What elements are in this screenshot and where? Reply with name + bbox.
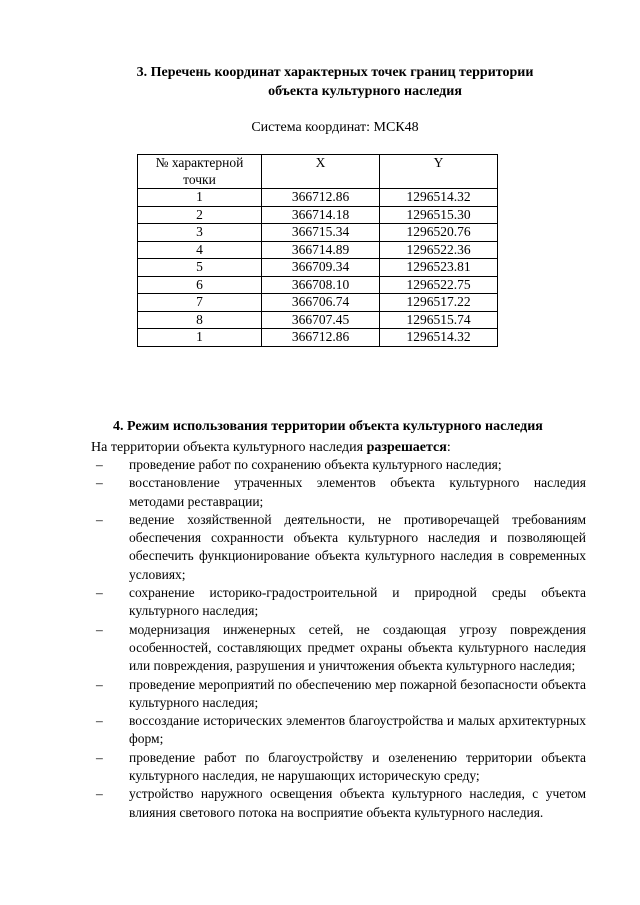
x-cell: 366707.45 xyxy=(262,311,380,329)
dash-bullet: – xyxy=(96,621,103,637)
point-number-cell: 4 xyxy=(138,241,262,259)
y-cell: 1296514.32 xyxy=(380,189,498,207)
dash-bullet: – xyxy=(96,676,103,692)
list-item xyxy=(91,749,586,786)
dash-bullet: – xyxy=(96,786,103,802)
x-cell: 366708.10 xyxy=(262,276,380,294)
y-cell: 1296517.22 xyxy=(380,294,498,312)
list-item xyxy=(91,785,586,822)
y-cell: 1296520.76 xyxy=(380,224,498,242)
dash-bullet: – xyxy=(96,713,103,729)
coordinates-table xyxy=(137,154,498,347)
header-y: Y xyxy=(380,155,498,189)
y-cell: 1296522.36 xyxy=(380,241,498,259)
header-point-number: № характерной точки xyxy=(138,155,262,189)
permitted-intro xyxy=(91,439,451,456)
y-cell: 1296523.81 xyxy=(380,259,498,277)
x-cell: 366714.89 xyxy=(262,241,380,259)
list-item xyxy=(91,621,586,676)
point-number-cell: 3 xyxy=(138,224,262,242)
list-item-text: восстановление утраченных элементов объекта культурного наследия методами реставрации; xyxy=(129,475,586,509)
table-header-row xyxy=(138,155,498,189)
point-number-cell: 1 xyxy=(138,329,262,347)
list-item xyxy=(91,584,586,621)
x-cell: 366715.34 xyxy=(262,224,380,242)
list-item-text: ведение хозяйственной деятельности, не противоречащей требованиям обеспечения сохранности объекта культурного наследия и позволяющей обеспечить функционирование объекта культурного наследия в современных условиях; xyxy=(129,511,586,582)
y-cell: 1296522.75 xyxy=(380,276,498,294)
point-number-cell: 5 xyxy=(138,259,262,277)
table-row xyxy=(138,259,498,277)
x-cell: 366714.18 xyxy=(262,206,380,224)
x-cell: 366712.86 xyxy=(262,329,380,347)
permitted-intro-text: На территории объекта культурного наследия xyxy=(91,440,367,455)
list-item-text: проведение мероприятий по обеспечению мер пожарной безопасности объекта культурного наследия; xyxy=(129,676,586,710)
list-item-text: проведение работ по благоустройству и озеленению территории объекта культурного наследия, не нарушающих историческую среду; xyxy=(129,749,586,784)
list-item-text: проведение работ по сохранению объекта культурного наследия; xyxy=(129,457,502,472)
permitted-keyword: разрешается xyxy=(366,440,447,455)
dash-bullet: – xyxy=(96,511,103,527)
table-row xyxy=(138,206,498,224)
table-row xyxy=(138,294,498,312)
point-number-cell: 8 xyxy=(138,311,262,329)
permitted-uses-list xyxy=(91,456,586,822)
list-item-text: сохранение историко-градостроительной и природной среды объекта культурного наследия; xyxy=(129,585,586,619)
table-row xyxy=(138,224,498,242)
coordinate-system-label: Система координат: МСК48 xyxy=(251,120,419,135)
dash-bullet: – xyxy=(96,585,103,601)
y-cell: 1296515.74 xyxy=(380,311,498,329)
table-row xyxy=(138,276,498,294)
table-row xyxy=(138,311,498,329)
point-number-cell: 2 xyxy=(138,206,262,224)
point-number-cell: 7 xyxy=(138,294,262,312)
section3-heading-line2: объекта культурного наследия xyxy=(268,84,462,99)
list-item xyxy=(91,511,586,584)
y-cell: 1296514.32 xyxy=(380,329,498,347)
list-item-text: воссоздание исторических элементов благоустройства и малых архитектурных форм; xyxy=(129,713,586,747)
y-cell: 1296515.30 xyxy=(380,206,498,224)
section3-heading-line1: 3. Перечень координат характерных точек границ территории xyxy=(136,65,534,80)
x-cell: 366706.74 xyxy=(262,294,380,312)
dash-bullet: – xyxy=(96,475,103,491)
point-number-cell: 6 xyxy=(138,276,262,294)
list-item xyxy=(91,456,586,474)
list-item xyxy=(91,474,586,511)
header-x: X xyxy=(262,155,380,189)
x-cell: 366712.86 xyxy=(262,189,380,207)
dash-bullet: – xyxy=(96,457,103,472)
table-row xyxy=(138,189,498,207)
table-row xyxy=(138,241,498,259)
permitted-intro-colon: : xyxy=(446,440,451,455)
dash-bullet: – xyxy=(96,749,103,765)
point-number-cell: 1 xyxy=(138,189,262,207)
x-cell: 366709.34 xyxy=(262,259,380,277)
list-item-text: устройство наружного освещения объекта культурного наследия, с учетом влияния светового потока на восприятие объекта культурного наследия. xyxy=(129,786,586,820)
list-item xyxy=(91,676,586,713)
section4-heading: 4. Режим использования территории объекта культурного наследия xyxy=(113,419,543,434)
list-item-text: модернизация инженерных сетей, не создающая угрозу повреждения особенностей, составляющих предмет охраны объекта культурного наследия или повреждения, разрушения и уничтожения объекта культурного наследия; xyxy=(129,621,586,674)
list-item xyxy=(91,712,586,749)
table-row xyxy=(138,329,498,347)
